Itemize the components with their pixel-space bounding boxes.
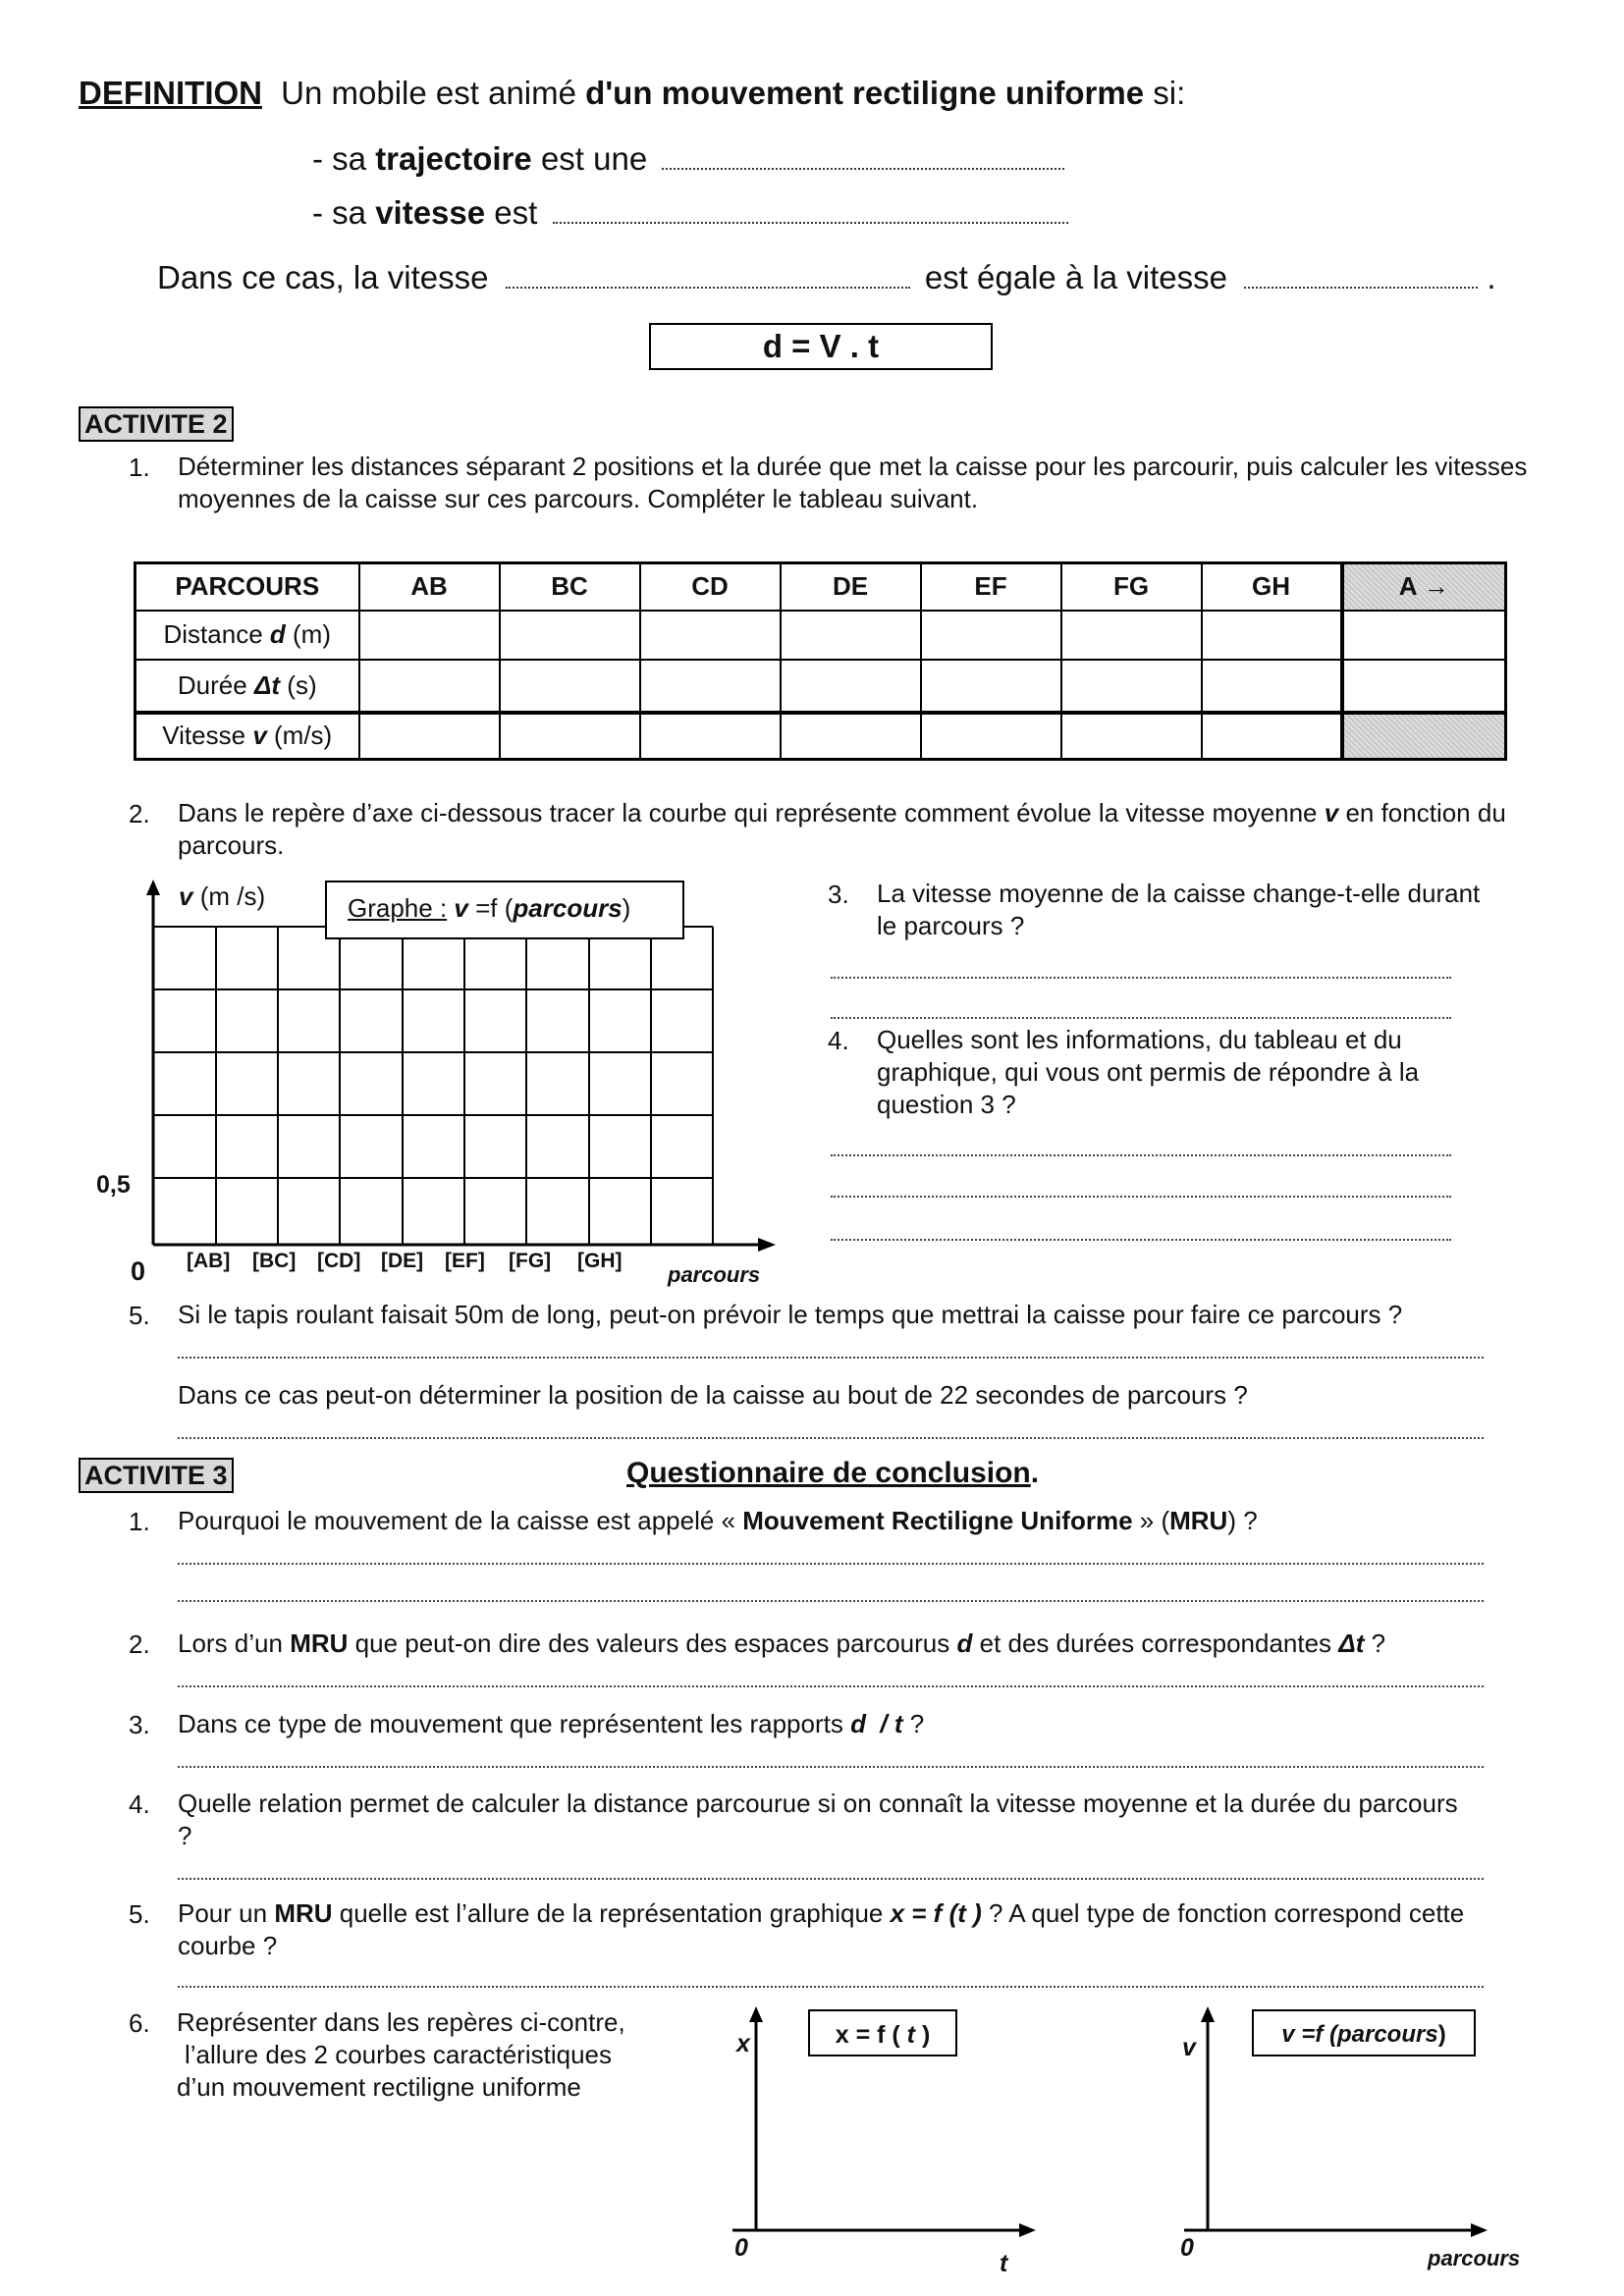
table-cell[interactable] [500, 611, 640, 660]
table-header-col [1061, 563, 1202, 611]
line2-prefix: - sa [312, 194, 367, 231]
g1-title-a: x = f ( [835, 2021, 900, 2049]
a2-q5-text: Si le tapis roulant faisait 50m de long, peut-on prévoir le temps que mettrai la caisse pour faire ce parcours ? [178, 1300, 1403, 1329]
parcours-table [134, 561, 1507, 761]
graph-title [348, 893, 630, 924]
a3-q3-var: d / t [850, 1709, 903, 1738]
table-cell[interactable] [781, 660, 921, 713]
table-cell[interactable] [1202, 611, 1342, 660]
table-cell[interactable] [1061, 611, 1202, 660]
g1-title-b: ) [921, 2021, 931, 2049]
table-row-duree [135, 660, 1506, 713]
table-cell[interactable] [781, 611, 921, 660]
table-cell[interactable] [921, 660, 1061, 713]
table-cell[interactable] [640, 611, 781, 660]
col-ab: AB [410, 571, 448, 602]
a3-q1-a: Pourquoi le mouvement de la caisse est appelé « [178, 1506, 736, 1535]
vitesse-var: v [252, 721, 267, 751]
a3-q2-number: 2. [129, 1629, 150, 1659]
definition-intro: Un mobile est animé [281, 75, 576, 111]
y-axis-arrow [146, 880, 160, 895]
g1-x-arrow [1019, 2223, 1036, 2237]
table-cell[interactable] [921, 611, 1061, 660]
a3-q1-bold: Mouvement Rectiligne Uniforme [742, 1506, 1133, 1535]
x-tick: [GH] [577, 1250, 623, 1272]
a2-q5-answer-line[interactable] [178, 1357, 1484, 1359]
g1-y-arrow [749, 2006, 763, 2022]
table-cell[interactable] [1061, 713, 1202, 760]
graph-title-c: ) [622, 893, 631, 923]
a2-q4-answer-line[interactable] [831, 1239, 1451, 1241]
case-end: . [1487, 259, 1496, 295]
definition-case-line [157, 259, 1496, 296]
table-cell-shaded [1342, 713, 1506, 760]
definition-vitesse-line [312, 194, 1068, 232]
g2-y-arrow [1201, 2006, 1215, 2022]
q2-text-a: Dans le repère d’axe ci-dessous tracer la courbe qui représente comment évolue la vitesse moyenne [178, 798, 1318, 828]
a3-q2-a: Lors d’un [178, 1629, 283, 1658]
g2-origin: 0 [1180, 2234, 1194, 2262]
table-row-vitesse [135, 713, 1506, 760]
g2-x-label: parcours [1428, 2246, 1521, 2270]
a3-q6-line1: Représenter dans les repères ci-contre, [177, 2007, 625, 2037]
g2-title-b: ) [1437, 2021, 1446, 2048]
activite3-title-end: . [1030, 1457, 1040, 1489]
activite3-label: ACTIVITE 3 [84, 1461, 228, 1490]
table-cell[interactable] [1061, 660, 1202, 713]
case-answer1-dots[interactable] [506, 286, 910, 289]
duree-pre: Durée [177, 669, 247, 700]
a2-q3-answer-line[interactable] [831, 1017, 1451, 1019]
table-cell[interactable] [359, 713, 500, 760]
a3-q2-var2: Δt [1338, 1629, 1365, 1658]
line2-suffix: est [494, 194, 538, 231]
table-header-parcours [135, 563, 359, 611]
g2-title [1253, 2012, 1475, 2057]
a3-q3-a: Dans ce type de mouvement que représentent les rapports [178, 1709, 843, 1738]
line1-bold: trajectoire [375, 140, 532, 177]
activite3-title-text: Questionnaire de conclusion [626, 1457, 1031, 1489]
table-cell[interactable] [359, 611, 500, 660]
col-de: DE [832, 571, 869, 602]
velocity-graph [79, 872, 785, 1294]
a2-q2-text [178, 797, 1523, 862]
a3-q5-number: 5. [129, 1899, 150, 1929]
distance-var: d [269, 619, 286, 649]
a3-q5-formula: x = f (t ) [890, 1898, 982, 1928]
a3-q5-abbr: MRU [274, 1898, 333, 1928]
activite3-tag [79, 1458, 234, 1493]
trajectoire-answer-dots[interactable] [662, 167, 1064, 170]
a3-q1-answer-line[interactable] [178, 1600, 1484, 1602]
a2-q4-number: 4. [828, 1026, 849, 1055]
a3-q6-line3: d’un mouvement rectiligne uniforme [177, 2072, 581, 2102]
x-tick: [EF] [445, 1250, 485, 1272]
table-header-col [640, 563, 781, 611]
table-row-distance [135, 611, 1506, 660]
definition-label: DEFINITION [79, 75, 262, 111]
graph-grid[interactable] [153, 927, 713, 1245]
a2-q2-number: 2. [129, 799, 150, 828]
a3-q1-b: » ( [1139, 1506, 1170, 1535]
line1-suffix: est une [540, 140, 648, 177]
x-tick: [CD] [317, 1250, 361, 1272]
g2-title-var: parcours [1336, 2021, 1438, 2048]
g1-x-label: t [1000, 2250, 1008, 2277]
vitesse-pre: Vitesse [162, 721, 246, 751]
a3-q4-number: 4. [129, 1789, 150, 1819]
duree-var: Δt [253, 669, 281, 700]
a3-q6-line2: l’allure des 2 courbes caractéristiques [185, 2040, 612, 2069]
table-header-row [135, 563, 1506, 611]
line1-prefix: - sa [312, 140, 367, 177]
a2-q3-number: 3. [828, 880, 849, 909]
a2-q4-answer-line[interactable] [831, 1196, 1451, 1198]
definition-intro-end: si: [1153, 75, 1186, 111]
graph-y-label [179, 881, 265, 912]
q2-var: v [1324, 798, 1339, 828]
g1-title-var: t [906, 2021, 915, 2049]
graph-x-label: parcours [668, 1262, 761, 1287]
a2-q3-answer-line[interactable] [831, 977, 1451, 979]
a3-q3-text [178, 1708, 1533, 1740]
graph-title-param: parcours [513, 893, 623, 923]
header-parcours-label: PARCOURS [175, 571, 320, 602]
table-cell[interactable] [640, 713, 781, 760]
col-fg: FG [1112, 571, 1150, 602]
a2-q5b-answer-line[interactable] [178, 1437, 1484, 1439]
distance-pre: Distance [163, 619, 263, 649]
a3-q2-var: d [956, 1629, 973, 1658]
a3-q1-abbr: MRU [1169, 1506, 1228, 1535]
table-cell[interactable] [1342, 611, 1506, 660]
graph-title-var: v [454, 893, 468, 923]
case-part1: Dans ce cas, la vitesse [157, 259, 489, 295]
a2-q4-text: Quelles sont les informations, du tableau et du graphique, qui vous ont permis de répondre à la question 3 ? [877, 1025, 1420, 1119]
a3-q2-b: que peut-on dire des valeurs des espaces parcourus [354, 1629, 950, 1658]
formula-text: d = V . t [762, 328, 880, 364]
col-a-arrow: A → [1398, 571, 1449, 602]
a3-q5-b: quelle est l’allure de la représentation graphique [339, 1898, 884, 1928]
case-part2: est égale à la vitesse [924, 259, 1228, 295]
table-header-col [921, 563, 1061, 611]
activite3-title [626, 1457, 1039, 1490]
activite2-tag [79, 406, 234, 442]
col-bc: BC [551, 571, 588, 602]
g2-y-label: v [1182, 2034, 1196, 2061]
a3-q3-answer-line[interactable] [178, 1766, 1484, 1768]
g1-origin: 0 [734, 2234, 748, 2262]
a3-q1-c: ) ? [1227, 1506, 1258, 1535]
table-cell[interactable] [359, 660, 500, 713]
table-header-col [1202, 563, 1342, 611]
duree-unit: (s) [287, 669, 317, 700]
x-tick: [DE] [381, 1250, 424, 1272]
a2-q1-text: Déterminer les distances séparant 2 positions et la durée que met la caisse pour les parcourir, puis calculer les vitesses moyennes de la caisse sur ces parcours. Compléter le tableau suivant. [178, 452, 1528, 513]
x-tick: [FG] [509, 1250, 552, 1272]
a3-q2-answer-line[interactable] [178, 1685, 1484, 1687]
definition-trajectoire-line [312, 140, 1064, 178]
table-cell[interactable] [921, 713, 1061, 760]
a3-q2-abbr: MRU [290, 1629, 349, 1658]
table-cell[interactable] [500, 713, 640, 760]
a3-q2-d: ? [1371, 1629, 1386, 1658]
line2-bold: vitesse [375, 194, 486, 231]
distance-unit: (m) [293, 619, 331, 649]
a2-q4-answer-line[interactable] [831, 1154, 1451, 1156]
x-tick: [AB] [187, 1250, 231, 1272]
graph-title-a: Graphe : [348, 893, 448, 923]
col-cd: CD [691, 571, 729, 602]
a2-q5-text-b: Dans ce cas peut-on déterminer la position de la caisse au bout de 22 secondes de parcours ? [178, 1380, 1248, 1410]
a3-q1-number: 1. [129, 1507, 150, 1536]
a2-q5-number: 5. [129, 1301, 150, 1330]
a3-q2-text [178, 1628, 1552, 1660]
a3-q3-b: ? [909, 1709, 925, 1738]
a3-q5-a: Pour un [178, 1898, 268, 1928]
x-axis-arrow [758, 1238, 776, 1252]
a3-q6-number: 6. [129, 2008, 150, 2038]
g1-y-label: x [736, 2030, 750, 2057]
table-cell[interactable] [781, 713, 921, 760]
a3-q4-text: Quelle relation permet de calculer la distance parcourue si on connaît la vitesse moyenne et la durée du parcours ? [178, 1789, 1458, 1850]
table-cell[interactable] [1202, 713, 1342, 760]
a2-q3-text: La vitesse moyenne de la caisse change-t-elle durant le parcours ? [877, 879, 1481, 940]
table-cell[interactable] [640, 660, 781, 713]
q2-text-b: en fonction du parcours. [178, 798, 1506, 860]
col-gh: GH [1252, 571, 1290, 602]
table-cell[interactable] [500, 660, 640, 713]
row-distance-label [135, 611, 359, 660]
a3-q5-c: ? A quel type de fonction correspond cette courbe ? [178, 1898, 1465, 1960]
table-header-col [359, 563, 500, 611]
g2-title-a: v =f ( [1281, 2021, 1337, 2048]
graph-origin: 0 [131, 1256, 146, 1286]
graph-y-tick: 0,5 [96, 1171, 131, 1199]
vitesse-unit: (m/s) [274, 721, 333, 751]
a3-q4-answer-line[interactable] [178, 1878, 1484, 1880]
table-cell[interactable] [1342, 660, 1506, 713]
a3-q3-number: 3. [129, 1710, 150, 1739]
definition-intro-bold: d'un mouvement rectiligne uniforme [585, 75, 1145, 111]
a3-q5-answer-line[interactable] [178, 1986, 1484, 1988]
graph-title-b: =f ( [475, 893, 514, 923]
definition-line [79, 75, 1185, 112]
table-header-col [500, 563, 640, 611]
a3-q1-answer-line[interactable] [178, 1563, 1484, 1565]
table-header-col [1342, 563, 1506, 611]
vitesse-answer-dots[interactable] [553, 221, 1068, 224]
table-cell[interactable] [1202, 660, 1342, 713]
g2-x-arrow [1471, 2223, 1488, 2237]
a3-q6-text [177, 2006, 687, 2104]
row-vitesse-label [135, 713, 359, 760]
case-answer2-dots[interactable] [1244, 286, 1478, 289]
activite2-label: ACTIVITE 2 [84, 409, 228, 439]
a2-q1-number: 1. [129, 453, 150, 482]
a3-q2-c: et des durées correspondantes [979, 1629, 1332, 1658]
a3-q5-text [178, 1897, 1533, 1962]
col-ef: EF [974, 571, 1007, 602]
formula-box [649, 323, 993, 370]
table-header-col [781, 563, 921, 611]
graph-y-unit: (m /s) [199, 881, 266, 911]
graph-y-var: v [179, 881, 193, 911]
x-tick: [BC] [252, 1250, 297, 1272]
a3-q1-text [178, 1505, 1533, 1537]
g1-title [809, 2012, 956, 2057]
row-duree-label [135, 660, 359, 713]
